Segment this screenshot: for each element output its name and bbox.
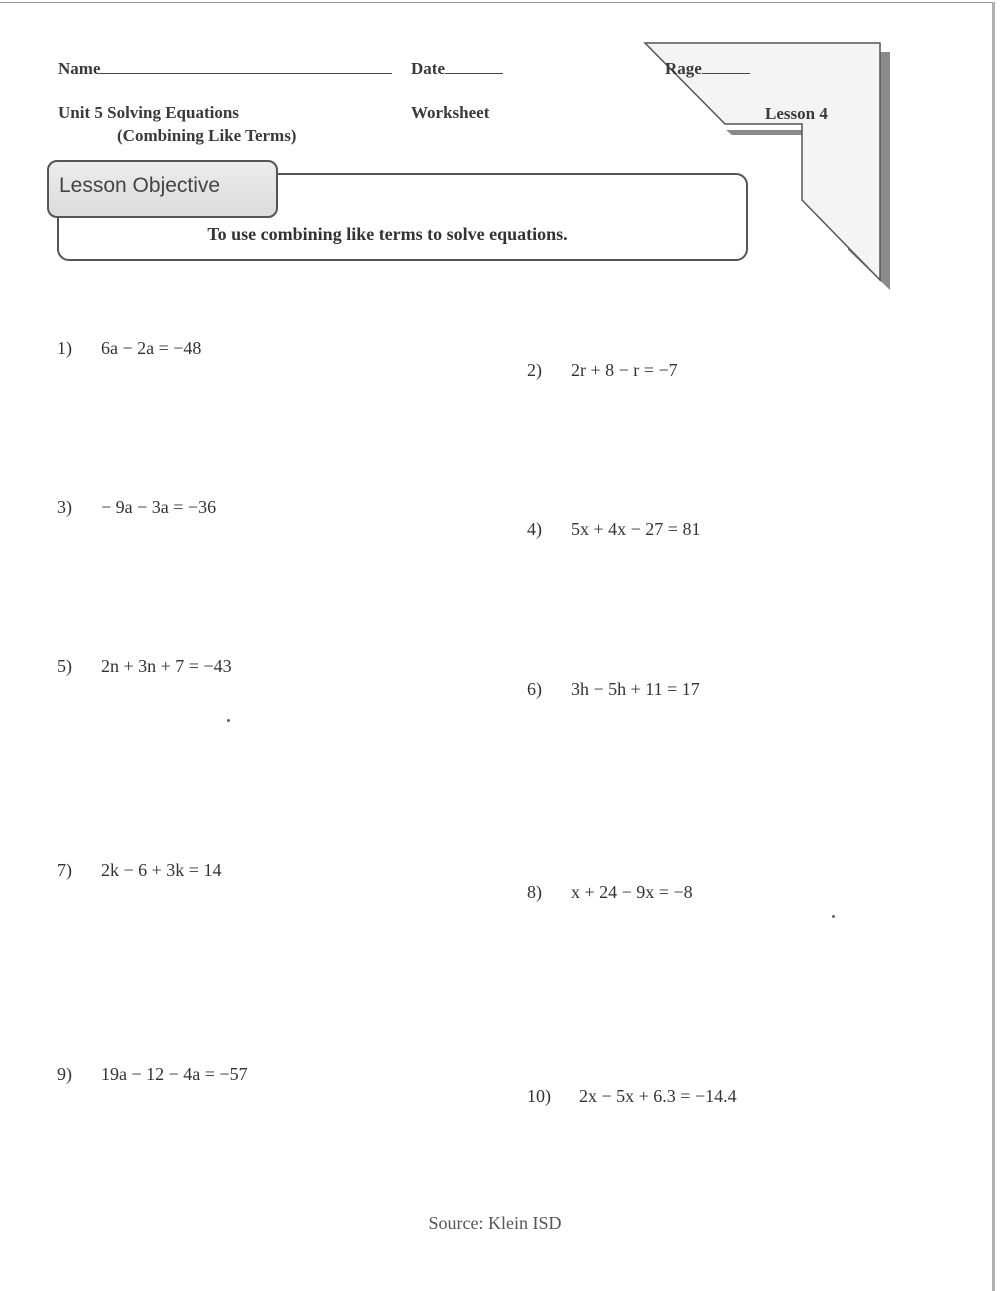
problem-7: [57, 860, 221, 881]
problem-equation: 5x + 4x − 27 = 81: [571, 519, 701, 539]
page-label: Rage: [665, 59, 702, 78]
objective-text: To use combining like terms to solve equations.: [207, 224, 568, 244]
problem-equation: 3h − 5h + 11 = 17: [571, 679, 700, 699]
objective-tab: [47, 160, 278, 218]
problem-2: [527, 360, 678, 381]
problem-5: [57, 656, 232, 677]
problem-number: 4): [527, 519, 542, 539]
unit-subtitle: (Combining Like Terms): [117, 126, 297, 145]
problem-3: [57, 497, 216, 518]
scan-speck: [832, 915, 835, 918]
problem-number: 2): [527, 360, 542, 380]
page-blank[interactable]: [702, 59, 750, 74]
problem-9: [57, 1064, 248, 1085]
problem-6: [527, 679, 700, 700]
objective-tab-label: Lesson Objective: [59, 174, 221, 197]
name-blank[interactable]: [100, 59, 392, 74]
worksheet-label: Worksheet: [411, 103, 490, 122]
problem-equation: 2r + 8 − r = −7: [571, 360, 678, 380]
problem-4: [527, 519, 700, 540]
problem-number: 9): [57, 1064, 72, 1084]
date-field[interactable]: [411, 59, 503, 79]
page-top-edge: [0, 2, 994, 3]
problem-number: 10): [527, 1086, 551, 1106]
date-blank[interactable]: [445, 59, 503, 74]
problem-1: [57, 338, 201, 359]
problem-number: 5): [57, 656, 72, 676]
problem-equation: 2x − 5x + 6.3 = −14.4: [579, 1086, 737, 1106]
name-field[interactable]: [58, 59, 392, 79]
page-field[interactable]: [665, 59, 750, 79]
name-label: Name: [58, 59, 101, 78]
source-footer: Source: Klein ISD: [428, 1213, 562, 1233]
problem-10: [527, 1086, 737, 1107]
problem-equation: − 9a − 3a = −36: [101, 497, 217, 517]
problem-number: 8): [527, 882, 542, 902]
problem-8: [527, 882, 693, 903]
problem-number: 3): [57, 497, 72, 517]
problem-number: 7): [57, 860, 72, 880]
problem-equation: 2k − 6 + 3k = 14: [101, 860, 222, 880]
problem-equation: 19a − 12 − 4a = −57: [101, 1064, 248, 1084]
problem-equation: x + 24 − 9x = −8: [571, 882, 693, 902]
lesson-label: Lesson 4: [765, 104, 828, 123]
problem-equation: 6a − 2a = −48: [101, 338, 202, 358]
scan-speck: [227, 719, 230, 722]
unit-title: Unit 5 Solving Equations: [58, 103, 239, 122]
date-label: Date: [411, 59, 445, 78]
problem-number: 1): [57, 338, 72, 358]
problem-number: 6): [527, 679, 542, 699]
page-right-edge: [992, 2, 995, 1291]
problem-equation: 2n + 3n + 7 = −43: [101, 656, 232, 676]
